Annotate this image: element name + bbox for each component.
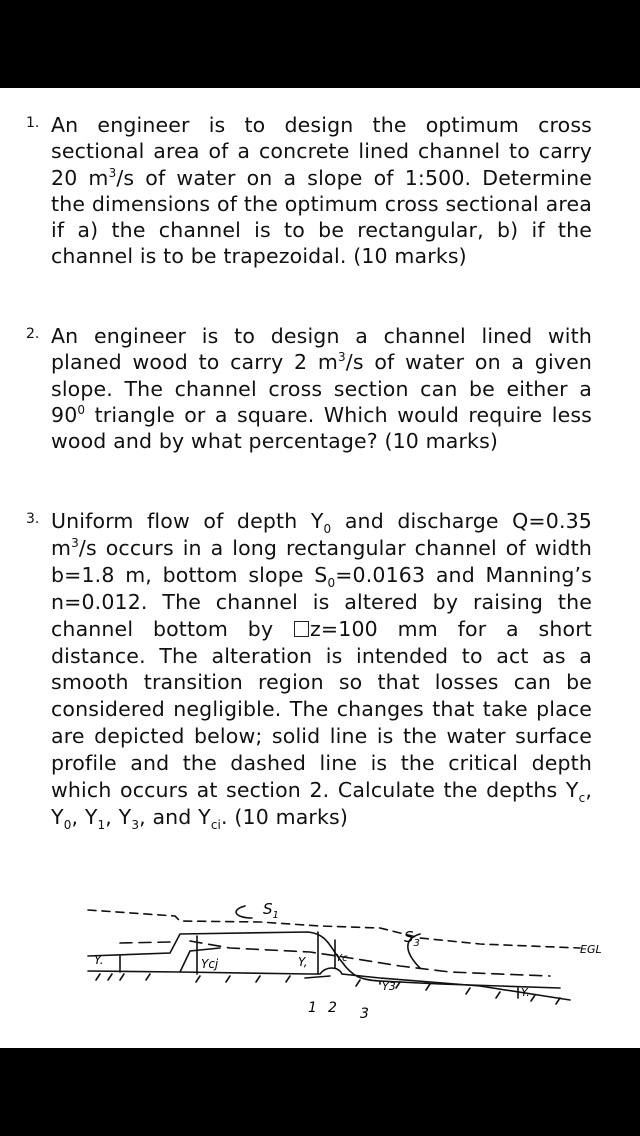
question-3 (26, 508, 592, 831)
question-number: 2. (26, 326, 40, 342)
section-1-label: 1 (308, 1000, 317, 1016)
water-surface-line (88, 932, 560, 988)
document-page (0, 88, 640, 1048)
question-text: An engineer is to design a channel lined with planed wood to carry 2 $m^3/s$ of water on a given slope. The channel cross section can be either a $90^0$ triangle or a square. Which would require less wood and by what percentage? (10 marks) (51, 324, 592, 454)
question-text: An engineer is to design the optimum cross sectional area of a concrete lined channel to carry 20 $m^3/s$ of water on a slope of 1:500. Determine the dimensions of the optimum cross sectional area if a) the channel is to be rectangular, b) if the channel is to be trapezoidal. (10 marks) (51, 113, 592, 269)
label-yc: Yc (336, 953, 348, 964)
section-2-label: 2 (328, 1000, 337, 1016)
missing-glyph-box (294, 621, 309, 637)
question-2 (26, 323, 592, 454)
bump-hatch (305, 976, 330, 978)
channel-profile-sketch (80, 896, 620, 1036)
question-text: Uniform flow of depth $Y_0$ and discharge Q=0.35 $m^3/s$ occurs in a long rectangular channel of width b=1.8 m, bottom slope $S_0=0.0163$ and Manning’s n=0.012. The channel is altered by raising the channel bottom by z=100 mm for a short distance. The alteration is intended to act as a smooth transition region so that losses can be considered negligible. The changes that take place are depicted below; solid line is the water surface profile and the dashed line is the critical depth which occurs at section 2. Calculate the depths $Y_c$, $Y_0$, $Y_1$, $Y_3$, and $Y_{ci}$. (10 marks) (51, 509, 592, 833)
label-y0-left: Y. (94, 953, 104, 967)
question-number: 3. (26, 511, 40, 527)
section-3-label: 3 (360, 1006, 369, 1022)
label-s1: $S_1$ (263, 900, 279, 921)
question-number: 1. (26, 115, 40, 131)
label-ycj: Ycj (201, 957, 219, 971)
label-y1: Y, (298, 955, 308, 969)
label-y3: Y3 (382, 980, 396, 993)
channel-profile-figure (80, 896, 620, 1036)
label-egl: EGL (580, 943, 602, 956)
s1-arrow (236, 906, 252, 918)
label-y0-right: Y. (521, 986, 530, 999)
label-s3: $S_3$ (404, 928, 420, 949)
question-1 (26, 112, 592, 270)
